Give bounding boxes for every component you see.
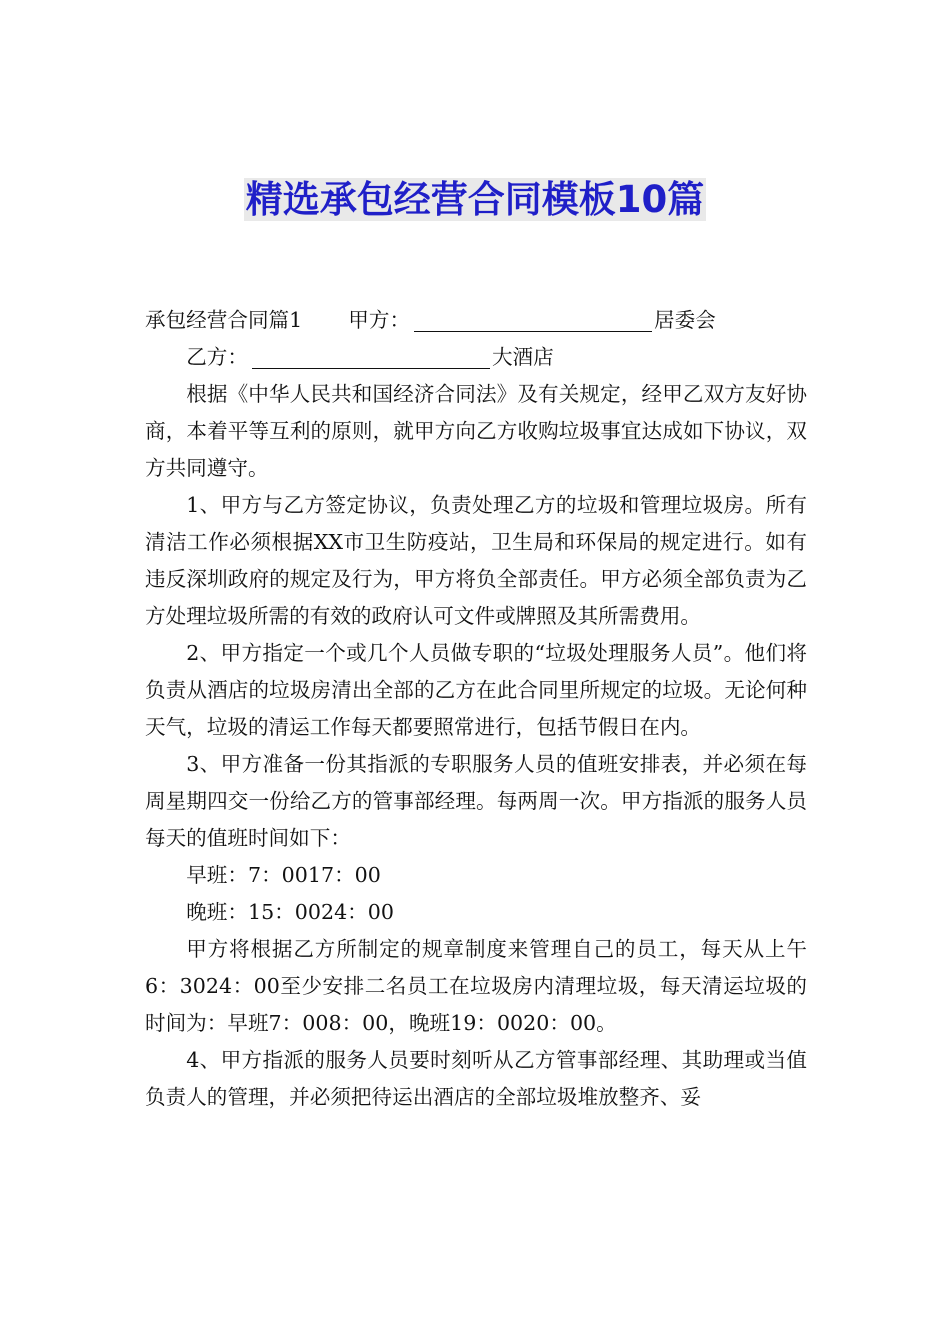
party-b-line (145, 339, 807, 376)
party-b-suffix: 大酒店 (491, 345, 554, 369)
contract-header-line (145, 302, 807, 339)
party-a-label: 甲方： (348, 308, 411, 332)
morning-shift-line: 早班：7：0017：00 (186, 863, 381, 887)
contract-name: 承包经营合同篇1 (145, 308, 303, 332)
document-body (145, 302, 807, 1116)
paragraph-clause-1: 1、甲方与乙方签定协议，负责处理乙方的垃圾和管理垃圾房。所有清洁工作必须根据XX市卫生防疫站，卫生局和环保局的规定进行。如有违反深圳政府的规定及行为，甲方将负全部责任。甲方必须全部负责为乙方处理垃圾所需的有效的政府认可文件或牌照及其所需费用。 (145, 493, 807, 628)
paragraph-clause-3: 3、甲方准备一份其指派的专职服务人员的值班安排表，并必须在每周星期四交一份给乙方的管事部经理。每两周一次。甲方指派的服务人员每天的值班时间如下： (145, 752, 807, 850)
party-a-blank (414, 305, 652, 332)
document-title (0, 172, 950, 228)
party-a-suffix: 居委会 (654, 308, 716, 332)
paragraph-intro: 根据《中华人民共和国经济合同法》及有关规定，经甲乙双方友好协商，本着平等互利的原则，就甲方向乙方收购垃圾事宜达成如下协议，双方共同遵守。 (145, 382, 807, 480)
party-b-label: 乙方： (186, 345, 248, 369)
party-b-blank (252, 342, 490, 369)
paragraph-staff-schedule: 甲方将根据乙方所制定的规章制度来管理自己的员工，每天从上午6：3024：00至少安排二名员工在垃圾房内清理垃圾，每天清运垃圾的时间为：早班7：008：00，晚班19：0020：00。 (145, 937, 807, 1035)
evening-shift-line: 晚班：15：0024：00 (186, 900, 394, 924)
paragraph-clause-2: 2、甲方指定一个或几个人员做专职的“垃圾处理服务人员”。他们将负责从酒店的垃圾房清出全部的乙方在此合同里所规定的垃圾。无论何种天气，垃圾的清运工作每天都要照常进行，包括节假日在内。 (145, 641, 807, 739)
paragraph-clause-4: 4、甲方指派的服务人员要时刻听从乙方管事部经理、其助理或当值负责人的管理，并必须把待运出酒店的全部垃圾堆放整齐、妥 (145, 1048, 807, 1109)
document-title-text: 精选承包经营合同模板10篇 (245, 178, 705, 221)
